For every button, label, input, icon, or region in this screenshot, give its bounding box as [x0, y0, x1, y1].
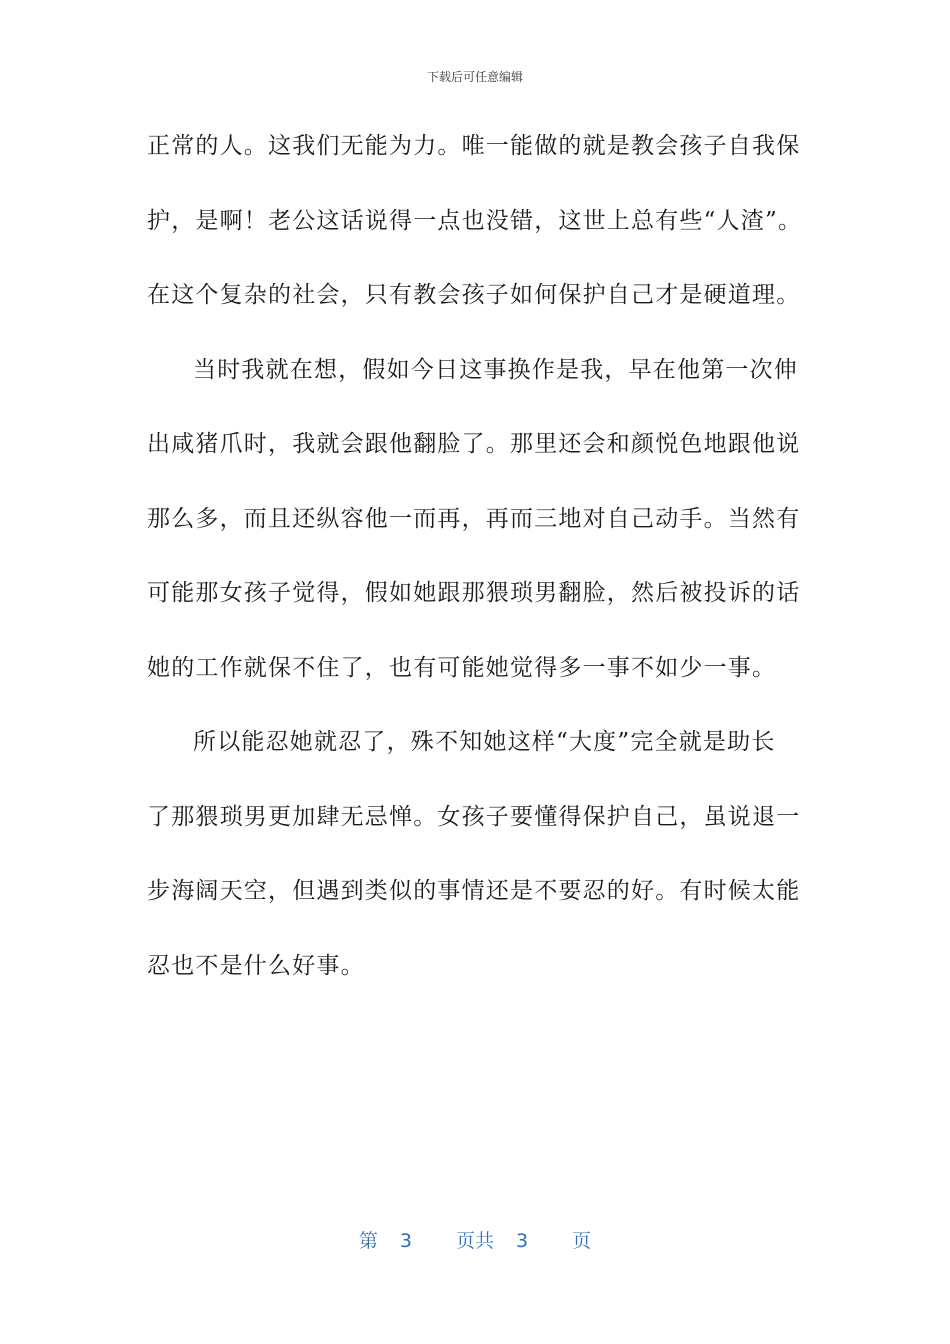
text-line: 可能那女孩子觉得，假如她跟那猥琐男翻脸，然后被投诉的话 — [147, 580, 801, 606]
page-number-footer — [0, 1226, 950, 1253]
text-line: 正常的人。这我们无能为力。唯一能做的就是教会孩子自我保 — [147, 133, 801, 159]
download-edit-note: 下载后可任意编辑 — [426, 70, 523, 84]
document-body — [147, 120, 807, 1014]
text-line: 她的工作就保不住了，也有可能她觉得多一事不如少一事。 — [147, 654, 777, 681]
text-line: 在这个复杂的社会，只有教会孩子如何保护自己才是硬道理。 — [147, 282, 801, 308]
current-page-number: 3 — [399, 1230, 412, 1252]
paragraph-start-line: 所以能忍她就忍了，殊不知她这样“大度”完全就是助长 — [193, 729, 776, 755]
text-line: 步海阔天空，但遇到类似的事情还是不要忍的好。有时候太能 — [147, 878, 801, 904]
text-line: 护，是啊！老公这话说得一点也没错，这世上总有些“人渣”。 — [147, 207, 803, 234]
text-line: 那么多，而且还纵容他一而再，再而三地对自己动手。当然有 — [147, 505, 801, 532]
page-label-prefix: 第 — [358, 1230, 378, 1252]
page-label-suffix: 页 — [572, 1230, 592, 1252]
text-line: 了那猥琐男更加肆无忌惮。女孩子要懂得保护自己，虽说退一 — [147, 803, 801, 830]
text-line: 出咸猪爪时，我就会跟他翻脸了。那里还会和颜悦色地跟他说 — [147, 431, 801, 457]
total-pages-number: 3 — [516, 1230, 529, 1252]
text-line: 忍也不是什么好事。 — [147, 952, 365, 979]
paragraph-start-line: 当时我就在想，假如今日这事换作是我，早在他第一次伸 — [193, 356, 798, 383]
page-label-mid: 页共 — [455, 1230, 494, 1252]
